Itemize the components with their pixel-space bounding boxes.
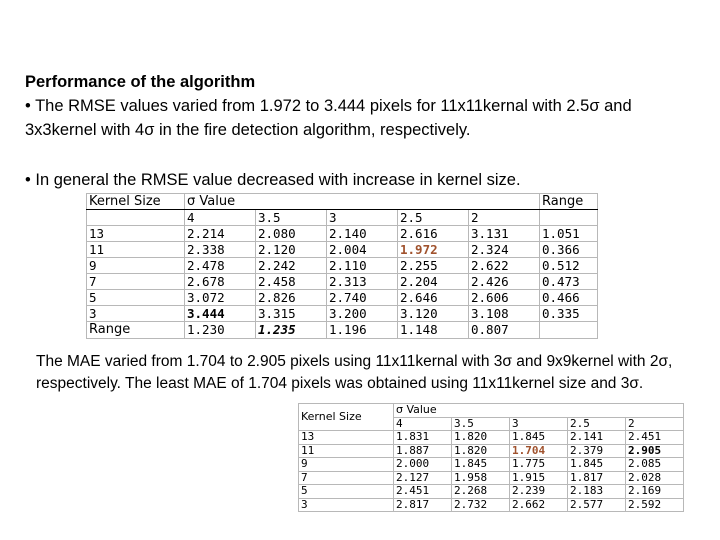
rmse-sigma-row [87,210,598,226]
rmse-value: 2.080 [256,226,327,242]
rmse-value: 2.140 [327,226,398,242]
mae-value: 2.169 [626,485,684,499]
sigma-value: 3 [327,210,398,226]
table-row [87,226,598,242]
rmse-value: 2.622 [469,258,540,274]
range-value: 0.512 [540,258,598,274]
table-row [87,290,598,306]
rmse-value: 3.120 [398,306,469,322]
rmse-min-value: 1.972 [398,242,469,258]
rmse-value: 2.255 [398,258,469,274]
kernel-size: 9 [87,258,185,274]
rmse-value: 2.606 [469,290,540,306]
kernel-size: 3 [87,306,185,322]
sigma-value: 2 [469,210,540,226]
mae-value: 2.379 [568,444,626,458]
bullet-kernel-trend: • In general the RMSE value decreased with increase in kernel size. [25,171,521,189]
table-row [299,485,684,499]
table-row [87,274,598,290]
mae-value: 1.775 [510,458,568,472]
kernel-size: 3 [299,498,394,512]
kernel-size: 7 [87,274,185,290]
mae-value: 2.662 [510,498,568,512]
range-value: 0.473 [540,274,598,290]
mae-value: 2.239 [510,485,568,499]
table-cell [87,210,185,226]
sigma-value: 3 [510,417,568,431]
mae-value: 2.000 [394,458,452,472]
rmse-value: 3.200 [327,306,398,322]
rmse-value: 2.214 [185,226,256,242]
rmse-value: 3.072 [185,290,256,306]
rmse-value: 2.678 [185,274,256,290]
mae-value: 2.085 [626,458,684,472]
rmse-value: 2.740 [327,290,398,306]
mae-value: 1.831 [394,431,452,445]
rmse-col-range: Range [540,194,598,210]
table-row [87,242,598,258]
table-row [299,471,684,485]
sigma-value: 2 [626,417,684,431]
table-row [87,306,598,322]
mae-value: 2.451 [626,431,684,445]
sigma-value: 2.5 [398,210,469,226]
mae-col-sigma: σ Value [394,404,684,418]
rmse-col-sigma: σ Value [185,194,540,210]
rmse-value: 3.315 [256,306,327,322]
range-label: Range [87,322,185,339]
mae-value: 2.577 [568,498,626,512]
rmse-value: 3.108 [469,306,540,322]
sigma-value: 4 [394,417,452,431]
slide-title: Performance of the algorithm [25,73,256,91]
mae-value: 2.127 [394,471,452,485]
range-value: 0.335 [540,306,598,322]
kernel-size: 5 [299,485,394,499]
kernel-size: 13 [87,226,185,242]
sigma-value: 2.5 [568,417,626,431]
kernel-size: 5 [87,290,185,306]
range-value: 1.235 [256,322,327,339]
mae-value: 2.451 [394,485,452,499]
range-value: 1.148 [398,322,469,339]
mae-value: 2.592 [626,498,684,512]
mae-value: 1.845 [568,458,626,472]
rmse-value: 2.120 [256,242,327,258]
rmse-value: 2.338 [185,242,256,258]
kernel-size: 11 [87,242,185,258]
rmse-max-value: 3.444 [185,306,256,322]
mae-value: 2.732 [452,498,510,512]
mae-value: 2.817 [394,498,452,512]
rmse-value: 2.324 [469,242,540,258]
sigma-value: 3.5 [256,210,327,226]
kernel-size: 11 [299,444,394,458]
range-value: 1.230 [185,322,256,339]
table-cell [540,210,598,226]
rmse-value: 2.458 [256,274,327,290]
sigma-value: 3.5 [452,417,510,431]
rmse-value: 2.826 [256,290,327,306]
mae-value: 1.958 [452,471,510,485]
rmse-value: 2.426 [469,274,540,290]
rmse-value: 2.242 [256,258,327,274]
mae-value: 1.820 [452,431,510,445]
rmse-value: 2.478 [185,258,256,274]
range-value: 0.807 [469,322,540,339]
mae-min-value: 1.704 [510,444,568,458]
mae-value: 2.028 [626,471,684,485]
kernel-size: 13 [299,431,394,445]
rmse-range-row [87,322,598,339]
mae-value: 1.915 [510,471,568,485]
rmse-value: 2.204 [398,274,469,290]
mae-value: 2.183 [568,485,626,499]
mae-value: 2.268 [452,485,510,499]
range-value: 0.466 [540,290,598,306]
rmse-value: 2.110 [327,258,398,274]
range-value: 1.051 [540,226,598,242]
mae-value: 1.845 [510,431,568,445]
rmse-col-kernel: Kernel Size [87,194,185,210]
rmse-value: 2.646 [398,290,469,306]
mae-value: 1.817 [568,471,626,485]
table-cell [540,322,598,339]
mae-max-value: 2.905 [626,444,684,458]
table-row [299,444,684,458]
rmse-value: 2.616 [398,226,469,242]
rmse-value: 2.313 [327,274,398,290]
rmse-header-row [87,194,598,210]
mae-summary: The MAE varied from 1.704 to 2.905 pixels using 11x11kernal with 3σ and 9x9kernel with 2σ, respectively. The least MAE of 1.704 pixels was obtained using 11x11kernel size and 3σ. [36,353,673,392]
mae-value: 1.820 [452,444,510,458]
rmse-value: 3.131 [469,226,540,242]
table-row [299,458,684,472]
range-value: 1.196 [327,322,398,339]
mae-header-row [299,404,684,418]
kernel-size: 7 [299,471,394,485]
mae-value: 1.887 [394,444,452,458]
table-row [299,431,684,445]
table-row [87,258,598,274]
sigma-value: 4 [185,210,256,226]
range-value: 0.366 [540,242,598,258]
table-row [299,498,684,512]
mae-value: 2.141 [568,431,626,445]
mae-table [298,403,684,512]
mae-col-kernel: Kernel Size [299,404,394,431]
mae-value: 1.845 [452,458,510,472]
bullet-rmse-summary: • The RMSE values varied from 1.972 to 3.444 pixels for 11x11kernal with 2.5σ and 3x3kernel with 4σ in the fire detection algorithm, respectively. [25,97,632,139]
kernel-size: 9 [299,458,394,472]
slide-heading [25,70,705,142]
rmse-table [86,193,598,339]
rmse-value: 2.004 [327,242,398,258]
